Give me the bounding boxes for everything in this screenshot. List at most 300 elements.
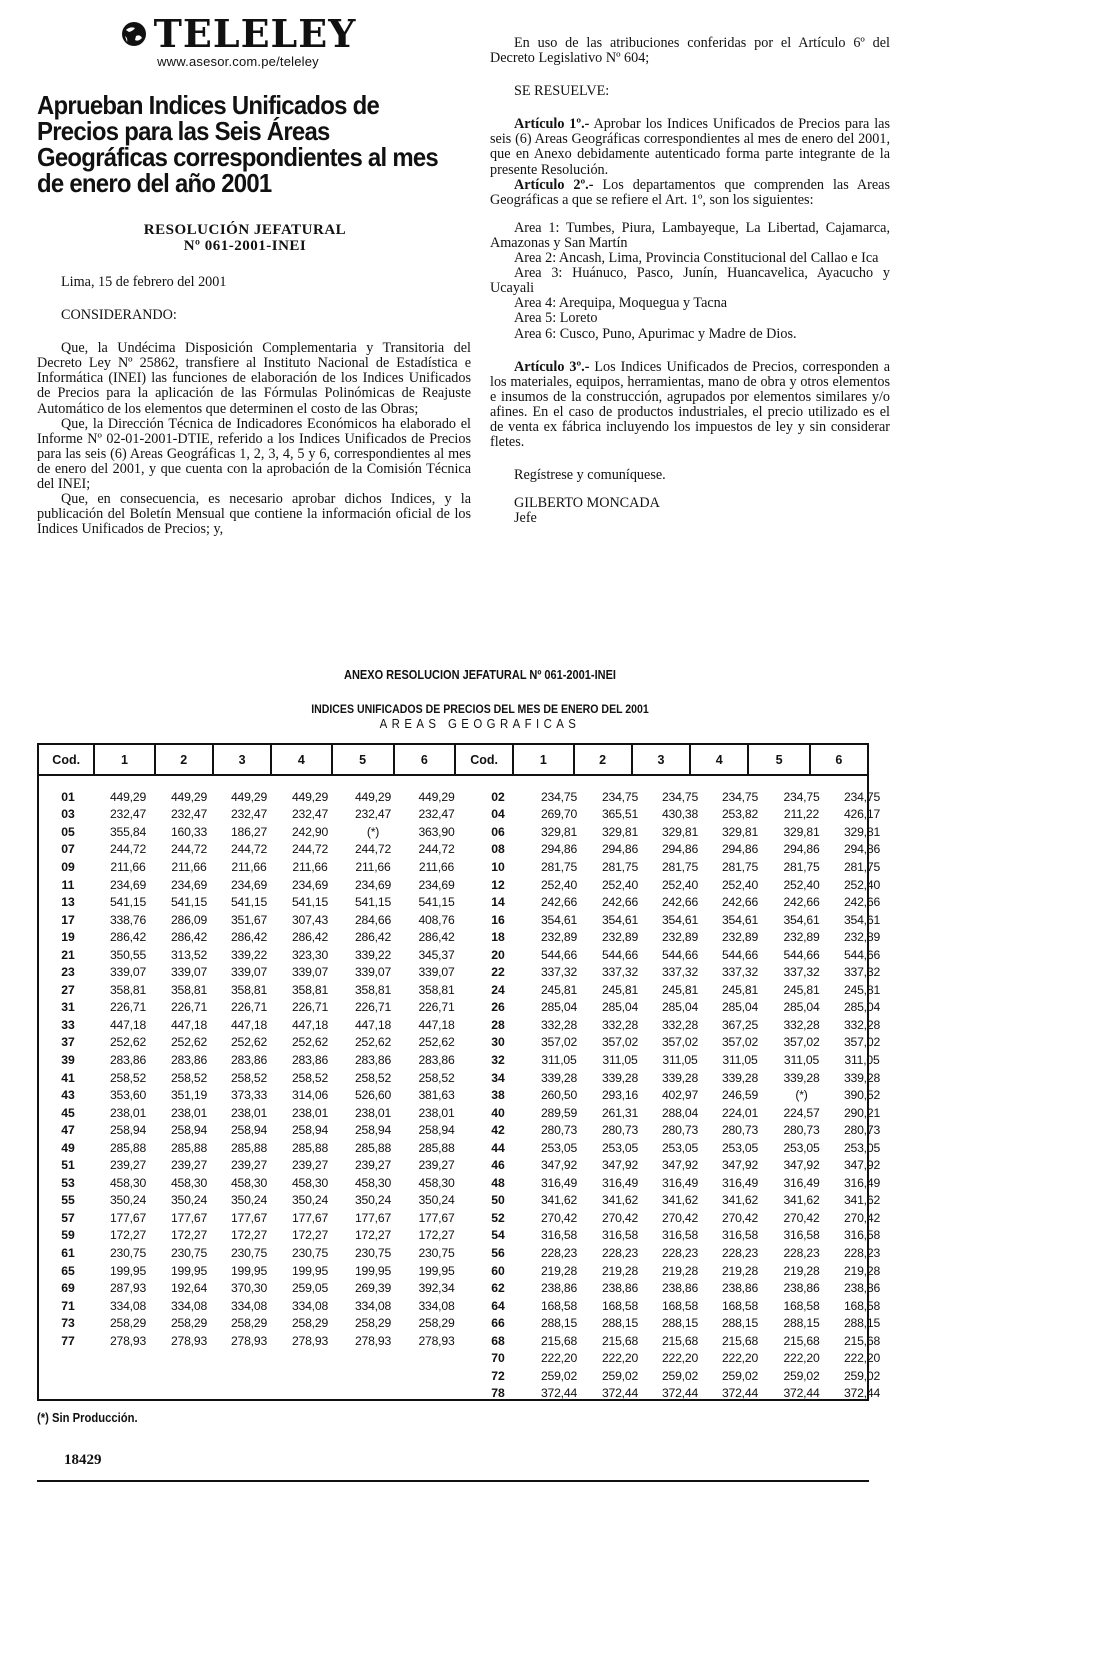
table-row: [39, 876, 468, 894]
index-value-cell: 288,15: [661, 1316, 699, 1331]
index-value-cell: 332,28: [843, 1017, 881, 1032]
index-value-cell: 238,86: [721, 1281, 759, 1296]
cod-cell: 68: [491, 1333, 505, 1348]
index-value-cell: 316,58: [540, 1228, 578, 1243]
index-value-cell: 259,05: [291, 1281, 329, 1296]
index-value-cell: 283,86: [230, 1052, 268, 1067]
index-value-cell: 270,42: [783, 1210, 820, 1225]
footnote: (*) Sin Producción.: [37, 1411, 138, 1425]
index-value-cell: 372,44: [601, 1386, 639, 1401]
index-value-cell: 244,72: [109, 842, 147, 857]
cod-cell: 28: [491, 1017, 505, 1032]
index-value-cell: 245,81: [783, 982, 820, 997]
column-header-area: 3: [214, 745, 272, 774]
index-value-cell: 294,86: [601, 842, 639, 857]
index-value-cell: 215,68: [783, 1333, 820, 1348]
index-value-cell: 449,29: [354, 789, 392, 804]
index-value-cell: 281,75: [601, 859, 639, 874]
index-value-cell: 239,27: [170, 1158, 208, 1173]
table-row: [39, 858, 468, 876]
table-row: [39, 1262, 468, 1280]
index-value-cell: 228,23: [783, 1245, 820, 1260]
index-value-cell: 341,62: [661, 1193, 699, 1208]
table-row: [468, 1051, 891, 1069]
index-value-cell: 228,23: [601, 1245, 639, 1260]
index-value-cell: 285,88: [291, 1140, 329, 1155]
index-value-cell: 354,61: [661, 912, 699, 927]
index-value-cell: 358,81: [170, 982, 208, 997]
article-1-text: Aprobar los Indices Unificados de Precios para las seis (6) Areas Geográficas correspondientes al mes de enero del 2001, que en Anexo debidamente autenticado forma parte integrante de la presente Resolución.: [490, 116, 890, 178]
index-value-cell: 311,05: [722, 1052, 758, 1067]
index-value-cell: 252,62: [109, 1035, 147, 1050]
cod-cell: 44: [491, 1140, 505, 1155]
index-value-cell: 252,40: [721, 877, 759, 892]
index-value-cell: 329,81: [721, 824, 759, 839]
index-value-cell: 258,29: [230, 1316, 268, 1331]
cod-cell: 24: [491, 982, 505, 997]
index-value-cell: 350,24: [418, 1193, 455, 1208]
article-1: [490, 117, 890, 177]
index-value-cell: 258,94: [109, 1123, 147, 1138]
index-value-cell: 230,75: [354, 1245, 392, 1260]
index-value-cell: 234,75: [540, 789, 578, 804]
index-value-cell: 258,29: [418, 1316, 455, 1331]
index-value-cell: 252,62: [291, 1035, 329, 1050]
index-value-cell: 199,95: [109, 1263, 147, 1278]
table-row: [39, 1332, 468, 1350]
index-value-cell: 215,68: [601, 1333, 639, 1348]
index-value-cell: 260,50: [540, 1088, 578, 1103]
table-row: [39, 1209, 468, 1227]
area-6: Area 6: Cusco, Puno, Apurimac y Madre de Dios.: [514, 325, 797, 342]
index-value-cell: 258,94: [291, 1123, 329, 1138]
index-value-cell: 242,66: [843, 895, 881, 910]
table-row: [39, 806, 468, 824]
index-value-cell: 372,44: [661, 1386, 699, 1401]
table-row: [468, 1227, 891, 1245]
index-value-cell: 430,38: [661, 807, 699, 822]
index-value-cell: 168,58: [661, 1298, 699, 1313]
table-row: [39, 1121, 468, 1139]
index-value-cell: 339,28: [843, 1070, 881, 1085]
index-value-cell: 168,58: [783, 1298, 820, 1313]
cod-cell: 37: [61, 1035, 75, 1050]
index-value-cell: 234,69: [230, 877, 268, 892]
index-value-cell: 238,86: [601, 1281, 639, 1296]
index-value-cell: 357,02: [843, 1035, 881, 1050]
index-value-cell: 341,62: [843, 1193, 881, 1208]
index-value-cell: 219,28: [843, 1263, 881, 1278]
index-value-cell: 392,34: [418, 1281, 455, 1296]
cod-cell: 55: [61, 1193, 75, 1208]
cod-cell: 57: [61, 1210, 75, 1225]
cod-cell: 64: [491, 1298, 505, 1313]
index-value-cell: 232,89: [661, 930, 699, 945]
cod-cell: 45: [61, 1105, 75, 1120]
index-value-cell: 447,18: [230, 1017, 268, 1032]
table-row: [468, 1279, 891, 1297]
table-row: [39, 788, 468, 806]
index-value-cell: 286,42: [418, 930, 455, 945]
table-row: [468, 999, 891, 1017]
table-row: [39, 893, 468, 911]
column-header-area: 4: [272, 745, 332, 774]
index-value-cell: 234,75: [661, 789, 699, 804]
index-value-cell: 253,05: [783, 1140, 820, 1155]
index-value-cell: 449,29: [291, 789, 329, 804]
index-value-cell: 329,81: [540, 824, 578, 839]
cod-cell: 23: [61, 965, 75, 980]
index-value-cell: 316,58: [601, 1228, 639, 1243]
table-row: [468, 1104, 891, 1122]
index-value-cell: 329,81: [661, 824, 699, 839]
index-value-cell: 252,62: [418, 1035, 455, 1050]
index-value-cell: 339,07: [354, 965, 392, 980]
index-value-cell: 354,61: [783, 912, 820, 927]
cod-cell: 60: [491, 1263, 505, 1278]
index-value-cell: 290,21: [843, 1105, 881, 1120]
index-value-cell: 337,32: [540, 965, 578, 980]
index-value-cell: 372,44: [843, 1386, 881, 1401]
index-value-cell: 338,76: [109, 912, 147, 927]
table-row: [468, 876, 891, 894]
index-value-cell: 337,32: [843, 965, 881, 980]
logo-text: TELELEY: [153, 11, 357, 56]
column-header-area: 3: [633, 745, 691, 774]
index-value-cell: 339,07: [418, 965, 455, 980]
index-value-cell: 222,20: [540, 1351, 578, 1366]
cod-cell: 06: [491, 824, 505, 839]
index-value-cell: 285,04: [783, 1000, 820, 1015]
table-row: [468, 1209, 891, 1227]
index-value-cell: 232,47: [109, 807, 147, 822]
index-value-cell: 245,81: [661, 982, 699, 997]
index-value-cell: 215,68: [661, 1333, 699, 1348]
index-value-cell: 337,32: [661, 965, 699, 980]
index-value-cell: 544,66: [843, 947, 881, 962]
cod-cell: 10: [491, 859, 505, 874]
annex-subtitle: INDICES UNIFICADOS DE PRECIOS DEL MES DE ENERO DEL 2001: [311, 702, 649, 716]
index-value-cell: 234,75: [843, 789, 881, 804]
index-value-cell: 283,86: [170, 1052, 208, 1067]
index-value-cell: 447,18: [170, 1017, 208, 1032]
index-value-cell: 258,52: [291, 1070, 329, 1085]
index-value-cell: 332,28: [540, 1017, 578, 1032]
index-value-cell: 177,67: [354, 1210, 392, 1225]
index-value-cell: 245,81: [601, 982, 639, 997]
index-value-cell: (*): [366, 824, 380, 839]
index-value-cell: 238,86: [540, 1281, 578, 1296]
index-value-cell: 259,02: [540, 1368, 578, 1383]
index-value-cell: 458,30: [291, 1175, 329, 1190]
index-value-cell: 316,58: [843, 1228, 881, 1243]
index-value-cell: 285,04: [843, 1000, 881, 1015]
index-value-cell: 234,75: [721, 789, 759, 804]
index-value-cell: 258,52: [109, 1070, 147, 1085]
cod-cell: 32: [491, 1052, 505, 1067]
index-value-cell: 283,86: [291, 1052, 329, 1067]
cod-cell: 16: [491, 912, 505, 927]
index-value-cell: 339,22: [354, 947, 392, 962]
article-2-text: Los departamentos que comprenden las Areas Geográficas a que se refiere el Art. 1º, son los siguientes:: [490, 176, 890, 208]
index-value-cell: 283,86: [109, 1052, 147, 1067]
paragraph-3: Que, en consecuencia, es necesario aprobar dichos Indices, y la publicación del Boletín Mensual que contiene la información oficial de los Indices Unificados de Precios; y,: [37, 491, 471, 538]
index-value-cell: 458,30: [354, 1175, 392, 1190]
article-2: [490, 178, 890, 208]
index-value-cell: 172,27: [230, 1228, 268, 1243]
index-value-cell: 242,66: [783, 895, 820, 910]
index-value-cell: 334,08: [418, 1298, 455, 1313]
index-value-cell: 283,86: [418, 1052, 455, 1067]
cod-cell: 05: [61, 824, 75, 839]
index-value-cell: 402,97: [661, 1088, 699, 1103]
index-value-cell: 258,94: [354, 1123, 392, 1138]
index-value-cell: 244,72: [291, 842, 329, 857]
index-value-cell: 311,05: [541, 1052, 577, 1067]
index-value-cell: 293,16: [601, 1088, 639, 1103]
signer-title: Jefe: [514, 510, 537, 527]
cod-cell: 11: [61, 877, 75, 892]
index-value-cell: 253,05: [540, 1140, 578, 1155]
teleley-logo: [88, 11, 388, 69]
index-value-cell: 230,75: [109, 1245, 147, 1260]
index-value-cell: 226,71: [230, 1000, 268, 1015]
cod-cell: 13: [61, 895, 75, 910]
table-row: [39, 1016, 468, 1034]
table-row: [39, 963, 468, 981]
annex-title: ANEXO RESOLUCION JEFATURAL Nº 061-2001-INEI: [344, 668, 616, 682]
index-value-cell: 408,76: [418, 912, 455, 927]
index-value-cell: 258,29: [291, 1316, 329, 1331]
cod-cell: 01: [61, 789, 75, 804]
index-value-cell: 337,32: [783, 965, 820, 980]
index-value-cell: 353,60: [109, 1088, 147, 1103]
index-value-cell: 244,72: [230, 842, 268, 857]
index-value-cell: 370,30: [230, 1281, 268, 1296]
index-value-cell: 252,62: [354, 1035, 392, 1050]
table-row: [39, 1086, 468, 1104]
cod-cell: 59: [61, 1228, 75, 1243]
index-value-cell: 285,88: [418, 1140, 455, 1155]
index-value-cell: 278,93: [354, 1333, 392, 1348]
index-value-cell: 447,18: [418, 1017, 455, 1032]
table-row: [468, 981, 891, 999]
cod-cell: 42: [491, 1123, 505, 1138]
index-value-cell: 253,05: [601, 1140, 639, 1155]
index-value-cell: 354,61: [721, 912, 759, 927]
index-value-cell: 294,86: [540, 842, 578, 857]
index-value-cell: 458,30: [418, 1175, 455, 1190]
index-value-cell: 259,02: [661, 1368, 699, 1383]
index-value-cell: 281,75: [540, 859, 578, 874]
column-header-area: 6: [835, 752, 843, 767]
table-row: [39, 1156, 468, 1174]
index-value-cell: 372,44: [783, 1386, 820, 1401]
closing-line: Regístrese y comuníquese.: [514, 467, 666, 484]
table-row: [468, 946, 891, 964]
index-value-cell: 281,75: [721, 859, 759, 874]
cod-cell: 70: [491, 1351, 505, 1366]
index-value-cell: 245,81: [843, 982, 881, 997]
index-value-cell: 294,86: [661, 842, 699, 857]
index-value-cell: 177,67: [291, 1210, 329, 1225]
index-value-cell: 357,02: [661, 1035, 699, 1050]
paragraph-2: Que, la Dirección Técnica de Indicadores Económicos ha elaborado el Informe Nº 02-01-2001-DTIE, referido a los Indices Unificados de Precios para las seis (6) Areas Geográficas 1, 2, 3, 4, 5 y 6, correspondientes al mes de enero del 2001, y que cuenta con la aprobación de la Comisión Técnica del INEI;: [37, 415, 471, 493]
index-value-cell: 316,49: [843, 1175, 881, 1190]
logo-url[interactable]: www.asesor.com.pe/teleley: [157, 54, 319, 69]
index-value-cell: 222,20: [661, 1351, 699, 1366]
index-value-cell: 323,30: [291, 947, 329, 962]
table-row: [39, 1104, 468, 1122]
table-body: [39, 776, 881, 1402]
index-value-cell: 211,66: [231, 859, 267, 874]
index-value-cell: 458,30: [230, 1175, 268, 1190]
index-value-cell: 258,52: [418, 1070, 455, 1085]
index-value-cell: 219,28: [721, 1263, 759, 1278]
index-value-cell: 253,82: [721, 807, 759, 822]
cod-cell: 27: [61, 982, 75, 997]
table-right-half: [468, 788, 891, 1402]
index-value-cell: 232,89: [540, 930, 578, 945]
index-value-cell: 281,75: [661, 859, 699, 874]
paragraph-4: En uso de las atribuciones conferidas por el Artículo 6º del Decreto Legislativo Nº 604;: [490, 35, 890, 67]
index-value-cell: 286,42: [109, 930, 147, 945]
index-value-cell: 280,73: [540, 1123, 578, 1138]
index-value-cell: 232,89: [601, 930, 639, 945]
index-value-cell: 226,71: [109, 1000, 147, 1015]
cod-cell: 54: [491, 1228, 505, 1243]
resolution-line1: RESOLUCIÓN JEFATURAL: [143, 222, 347, 238]
indices-table: [37, 743, 881, 1401]
index-value-cell: 544,66: [601, 947, 639, 962]
article-3: [490, 360, 890, 451]
cod-cell: 43: [61, 1088, 75, 1103]
cod-cell: 51: [61, 1158, 75, 1173]
cod-cell: 18: [491, 930, 505, 945]
index-value-cell: 244,72: [418, 842, 455, 857]
index-value-cell: 168,58: [721, 1298, 759, 1313]
index-value-cell: 347,92: [661, 1158, 699, 1173]
cod-cell: 65: [61, 1263, 75, 1278]
index-value-cell: 226,71: [291, 1000, 329, 1015]
table-row: [468, 788, 891, 806]
index-value-cell: 390,52: [843, 1088, 881, 1103]
article-1-label: Artículo 1º.-: [514, 116, 590, 133]
cod-cell: 73: [61, 1316, 75, 1331]
index-value-cell: 228,23: [540, 1245, 578, 1260]
table-row: [39, 1034, 468, 1052]
index-value-cell: 350,24: [230, 1193, 268, 1208]
index-value-cell: 228,23: [843, 1245, 881, 1260]
index-value-cell: 329,81: [783, 824, 820, 839]
index-value-cell: 259,02: [843, 1368, 881, 1383]
index-value-cell: 458,30: [170, 1175, 208, 1190]
index-value-cell: 211,66: [418, 859, 455, 874]
index-value-cell: 307,43: [291, 912, 329, 927]
index-value-cell: 526,60: [354, 1088, 392, 1103]
index-value-cell: 285,04: [721, 1000, 759, 1015]
index-value-cell: 358,81: [354, 982, 392, 997]
index-value-cell: 458,30: [109, 1175, 147, 1190]
index-value-cell: 447,18: [354, 1017, 392, 1032]
index-value-cell: 234,69: [170, 877, 208, 892]
index-value-cell: 347,92: [540, 1158, 578, 1173]
cod-cell: 46: [491, 1158, 505, 1173]
table-row: [468, 1350, 891, 1368]
index-value-cell: 339,07: [230, 965, 268, 980]
index-value-cell: 226,71: [170, 1000, 208, 1015]
index-value-cell: 286,42: [230, 930, 268, 945]
index-value-cell: 199,95: [230, 1263, 268, 1278]
index-value-cell: 316,58: [661, 1228, 699, 1243]
table-row: [39, 1244, 468, 1262]
index-value-cell: 358,81: [291, 982, 329, 997]
index-value-cell: 350,24: [109, 1193, 147, 1208]
index-value-cell: 334,08: [109, 1298, 147, 1313]
table-row: [468, 1139, 891, 1157]
se-resuelve-heading: SE RESUELVE:: [514, 83, 610, 100]
index-value-cell: 252,62: [230, 1035, 268, 1050]
table-row: [468, 841, 891, 859]
index-value-cell: 252,40: [843, 877, 881, 892]
index-value-cell: 172,27: [109, 1228, 147, 1243]
index-value-cell: 358,81: [418, 982, 455, 997]
index-value-cell: 239,27: [109, 1158, 147, 1173]
index-value-cell: 219,28: [783, 1263, 820, 1278]
index-value-cell: 245,81: [721, 982, 759, 997]
index-value-cell: 544,66: [783, 947, 820, 962]
column-header-area: 2: [575, 745, 633, 774]
index-value-cell: 219,28: [601, 1263, 639, 1278]
index-value-cell: 347,92: [721, 1158, 759, 1173]
index-value-cell: 222,20: [783, 1351, 820, 1366]
table-row: [468, 893, 891, 911]
index-value-cell: 172,27: [354, 1228, 392, 1243]
cod-cell: 71: [61, 1298, 75, 1313]
cod-cell: 02: [491, 789, 505, 804]
index-value-cell: 449,29: [109, 789, 147, 804]
cod-cell: 56: [491, 1245, 505, 1260]
table-row: [468, 1156, 891, 1174]
index-value-cell: 270,42: [601, 1210, 639, 1225]
index-value-cell: 337,32: [601, 965, 639, 980]
index-value-cell: 284,66: [354, 912, 392, 927]
table-row: [468, 1174, 891, 1192]
index-value-cell: 314,06: [291, 1088, 329, 1103]
index-value-cell: 234,75: [783, 789, 820, 804]
index-value-cell: 357,02: [783, 1035, 820, 1050]
index-value-cell: 363,90: [418, 824, 455, 839]
index-value-cell: 357,02: [721, 1035, 759, 1050]
page-number: 18429: [64, 1452, 102, 1468]
index-value-cell: 313,52: [170, 947, 208, 962]
index-value-cell: 283,86: [354, 1052, 392, 1067]
table-row: [39, 928, 468, 946]
table-row: [39, 823, 468, 841]
table-row: [39, 981, 468, 999]
index-value-cell: 168,58: [843, 1298, 881, 1313]
table-row: [468, 1367, 891, 1385]
index-value-cell: 354,61: [843, 912, 881, 927]
index-value-cell: 544,66: [721, 947, 759, 962]
index-value-cell: 258,29: [109, 1316, 147, 1331]
cod-cell: 08: [491, 842, 505, 857]
index-value-cell: 449,29: [170, 789, 208, 804]
cod-cell: 52: [491, 1210, 505, 1225]
index-value-cell: 259,02: [721, 1368, 759, 1383]
index-value-cell: 228,23: [721, 1245, 759, 1260]
cod-cell: 62: [491, 1281, 505, 1296]
